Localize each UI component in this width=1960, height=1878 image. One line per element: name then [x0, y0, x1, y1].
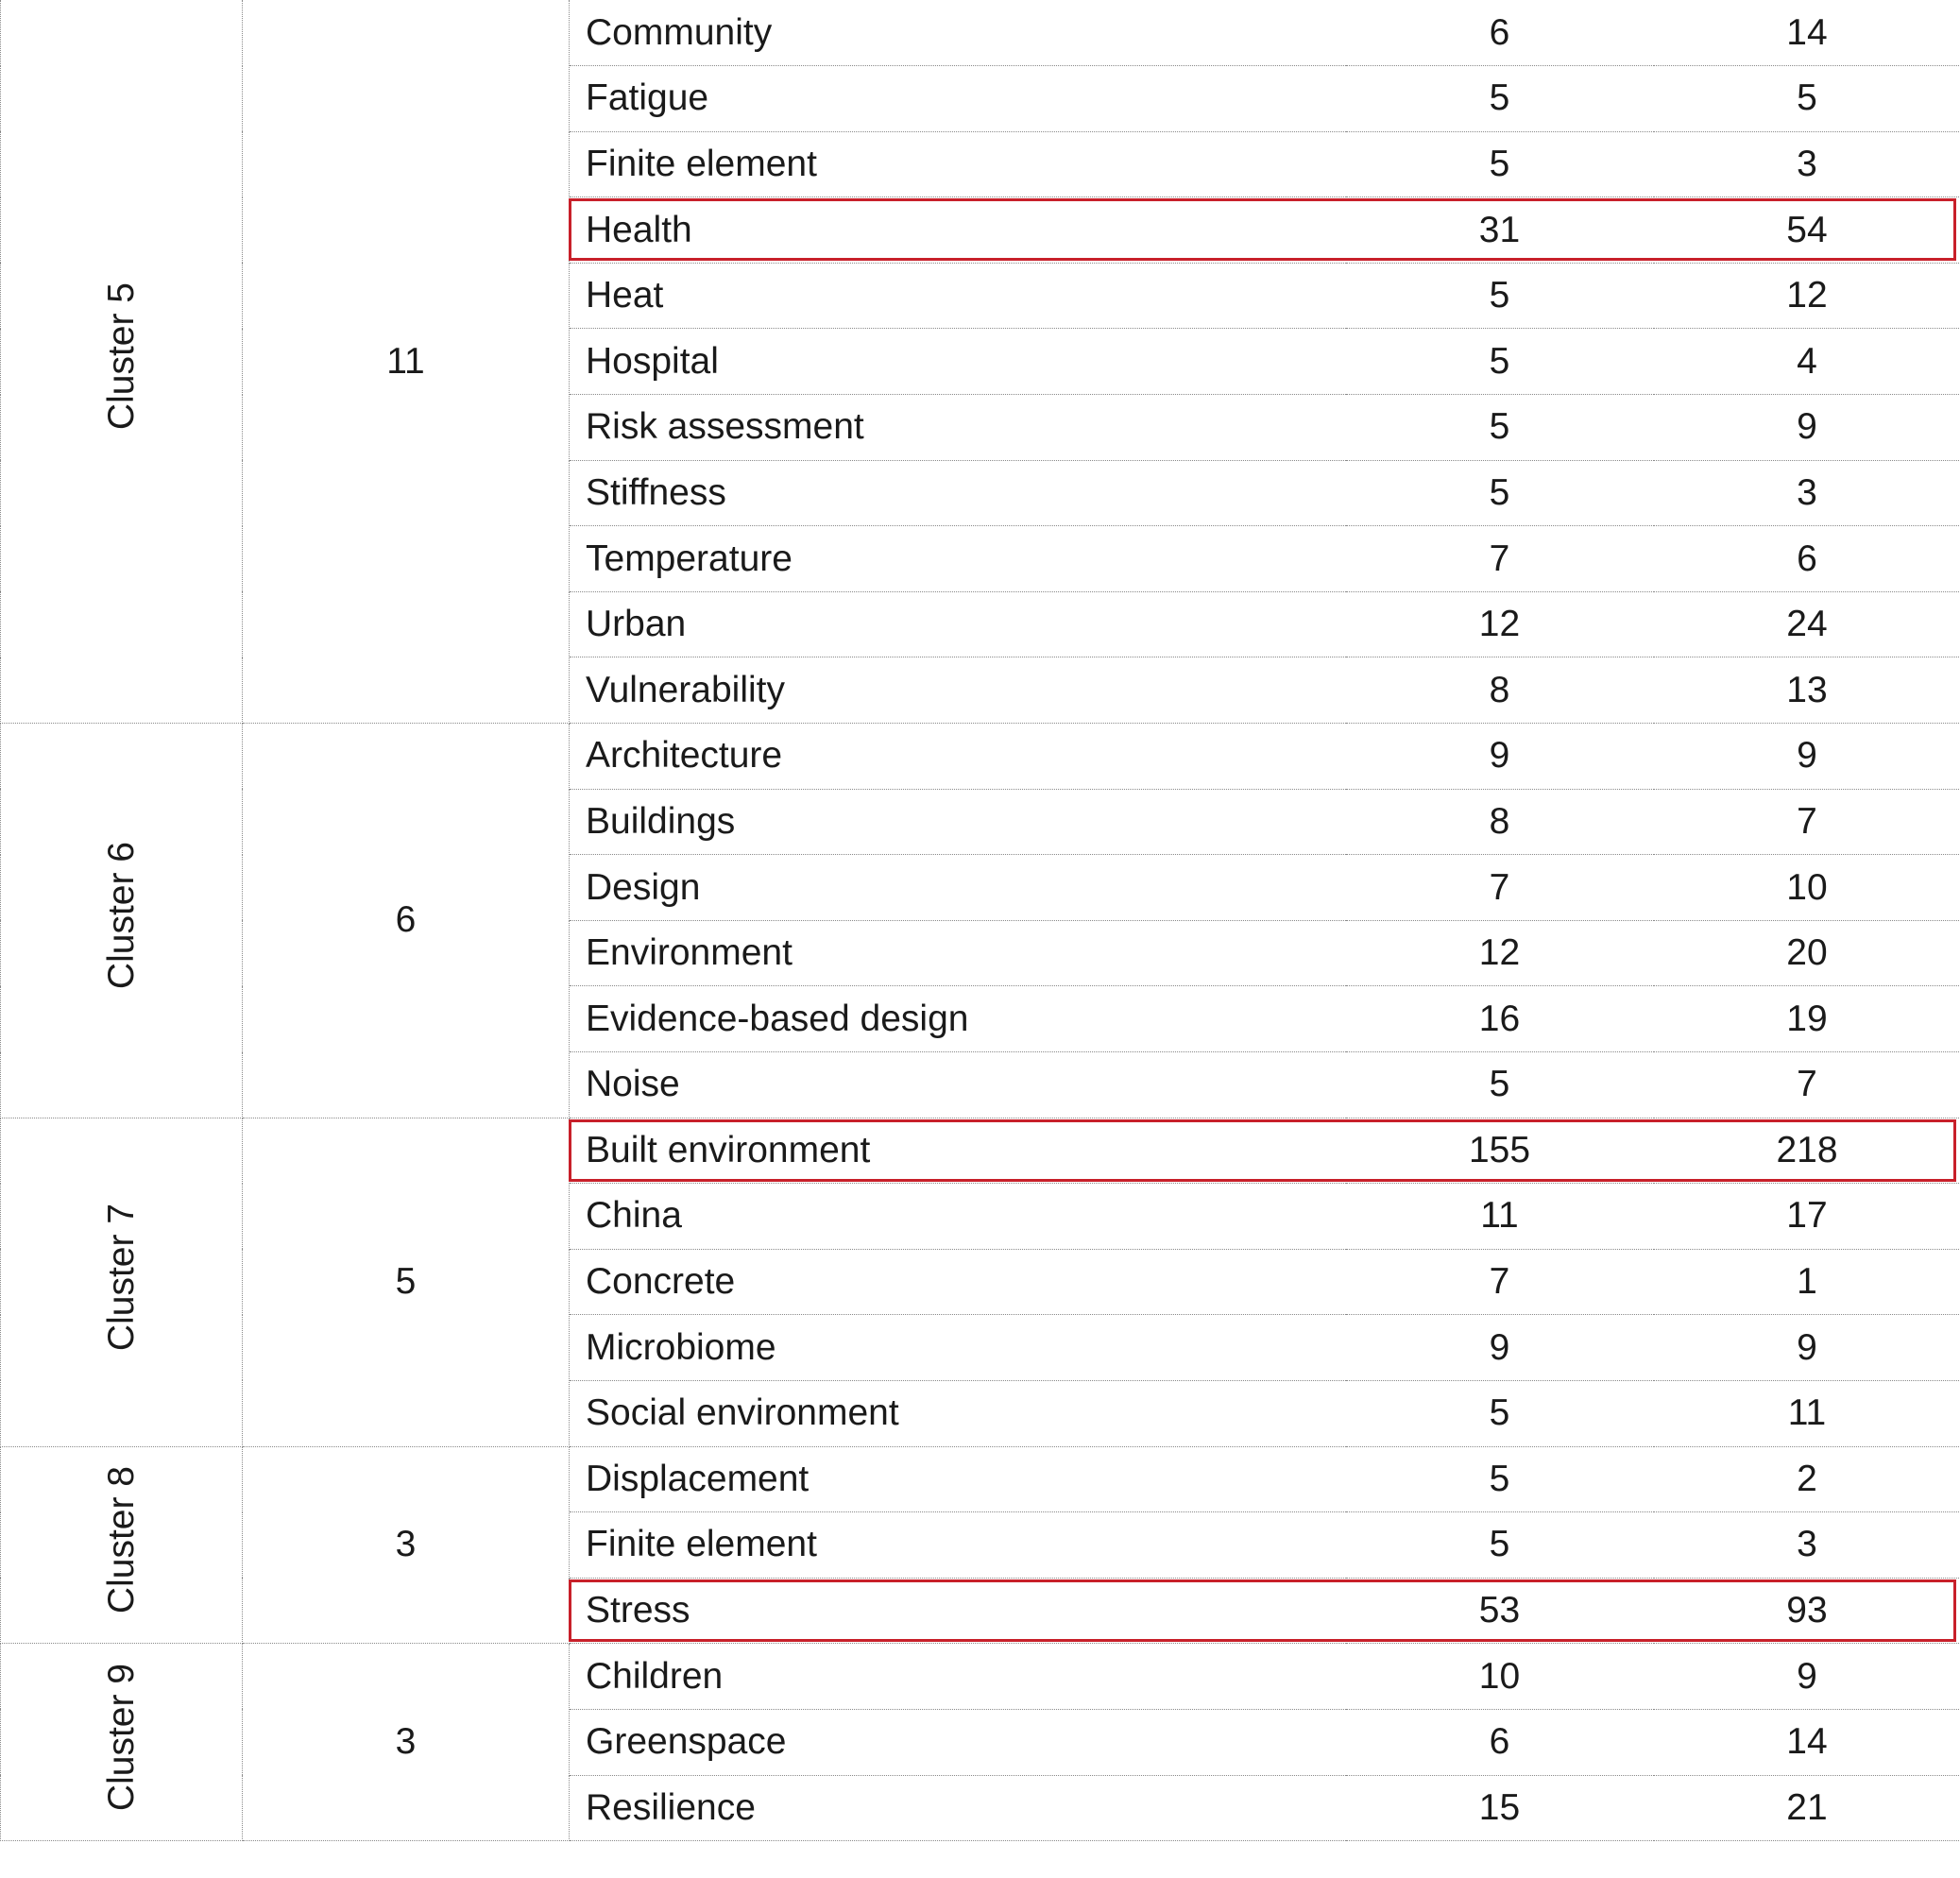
- cluster-label: Cluster 9: [101, 1664, 142, 1812]
- value-cell-2: 12: [1654, 263, 1960, 329]
- value-cell-2: 3: [1654, 460, 1960, 526]
- value-cell-2: 19: [1654, 986, 1960, 1052]
- keyword-cell: Vulnerability: [570, 657, 1346, 724]
- value-cell-2: 93: [1654, 1578, 1960, 1644]
- keyword-cell: Stress: [570, 1578, 1346, 1644]
- keyword-cell: Community: [570, 0, 1346, 66]
- value-cell-1: 12: [1346, 591, 1654, 657]
- value-cell-1: 5: [1346, 395, 1654, 461]
- cluster-label: Cluster 6: [101, 842, 142, 990]
- keyword-cell: Stiffness: [570, 460, 1346, 526]
- keyword-cell: Concrete: [570, 1249, 1346, 1315]
- value-cell-1: 12: [1346, 920, 1654, 986]
- cluster-keyword-count: 3: [243, 1446, 570, 1644]
- value-cell-1: 5: [1346, 1446, 1654, 1512]
- keyword-cell: Noise: [570, 1052, 1346, 1118]
- value-cell-1: 7: [1346, 1249, 1654, 1315]
- keyword-cell: Risk assessment: [570, 395, 1346, 461]
- table-body: [1, 0, 1960, 1841]
- keyword-cell: Urban: [570, 591, 1346, 657]
- cluster-label-cell: [1, 1118, 243, 1446]
- value-cell-1: 155: [1346, 1118, 1654, 1184]
- keyword-cell: Heat: [570, 263, 1346, 329]
- value-cell-2: 9: [1654, 1315, 1960, 1381]
- table-row: [1, 724, 1960, 790]
- keyword-cell: Fatigue: [570, 66, 1346, 132]
- cluster-label: Cluster 5: [101, 282, 142, 431]
- value-cell-1: 5: [1346, 66, 1654, 132]
- value-cell-1: 31: [1346, 197, 1654, 264]
- keyword-cell: Displacement: [570, 1446, 1346, 1512]
- keyword-cell: Buildings: [570, 789, 1346, 855]
- value-cell-2: 17: [1654, 1184, 1960, 1250]
- value-cell-2: 14: [1654, 0, 1960, 66]
- value-cell-2: 9: [1654, 724, 1960, 790]
- keyword-cell: Built environment: [570, 1118, 1346, 1184]
- value-cell-1: 5: [1346, 1052, 1654, 1118]
- value-cell-1: 10: [1346, 1644, 1654, 1710]
- value-cell-1: 7: [1346, 855, 1654, 921]
- cluster-keyword-count: 6: [243, 724, 570, 1118]
- value-cell-2: 218: [1654, 1118, 1960, 1184]
- cluster-label: Cluster 8: [101, 1466, 142, 1614]
- value-cell-2: 24: [1654, 591, 1960, 657]
- value-cell-2: 6: [1654, 526, 1960, 592]
- table-row: [1, 1446, 1960, 1512]
- keyword-cell: Finite element: [570, 131, 1346, 197]
- value-cell-1: 5: [1346, 1380, 1654, 1446]
- value-cell-1: 9: [1346, 724, 1654, 790]
- keyword-cell: Finite element: [570, 1512, 1346, 1579]
- table-row: [1, 1118, 1960, 1184]
- value-cell-1: 53: [1346, 1578, 1654, 1644]
- value-cell-2: 3: [1654, 131, 1960, 197]
- value-cell-2: 21: [1654, 1775, 1960, 1841]
- value-cell-1: 5: [1346, 263, 1654, 329]
- value-cell-2: 9: [1654, 1644, 1960, 1710]
- keyword-cell: Architecture: [570, 724, 1346, 790]
- value-cell-2: 7: [1654, 789, 1960, 855]
- value-cell-2: 54: [1654, 197, 1960, 264]
- value-cell-2: 2: [1654, 1446, 1960, 1512]
- value-cell-2: 11: [1654, 1380, 1960, 1446]
- keyword-cell: Temperature: [570, 526, 1346, 592]
- value-cell-2: 3: [1654, 1512, 1960, 1579]
- value-cell-1: 9: [1346, 1315, 1654, 1381]
- keyword-cell: Children: [570, 1644, 1346, 1710]
- cluster-keyword-count: 11: [243, 0, 570, 724]
- keyword-cell: Environment: [570, 920, 1346, 986]
- table-row: [1, 0, 1960, 66]
- value-cell-1: 5: [1346, 329, 1654, 395]
- table-row: [1, 1644, 1960, 1710]
- value-cell-1: 5: [1346, 1512, 1654, 1579]
- cluster-label: Cluster 7: [101, 1204, 142, 1352]
- keyword-cell: Evidence-based design: [570, 986, 1346, 1052]
- cluster-label-cell: [1, 1446, 243, 1644]
- value-cell-2: 10: [1654, 855, 1960, 921]
- keyword-cell: Resilience: [570, 1775, 1346, 1841]
- cluster-keyword-count: 3: [243, 1644, 570, 1841]
- value-cell-1: 15: [1346, 1775, 1654, 1841]
- keyword-cell: China: [570, 1184, 1346, 1250]
- value-cell-1: 5: [1346, 460, 1654, 526]
- keyword-cell: Social environment: [570, 1380, 1346, 1446]
- value-cell-2: 20: [1654, 920, 1960, 986]
- value-cell-1: 11: [1346, 1184, 1654, 1250]
- value-cell-2: 13: [1654, 657, 1960, 724]
- keyword-cell: Greenspace: [570, 1709, 1346, 1775]
- cluster-label-cell: [1, 1644, 243, 1841]
- value-cell-1: 5: [1346, 131, 1654, 197]
- keyword-cell: Health: [570, 197, 1346, 264]
- keyword-cell: Microbiome: [570, 1315, 1346, 1381]
- cluster-keyword-count: 5: [243, 1118, 570, 1446]
- value-cell-1: 6: [1346, 1709, 1654, 1775]
- keyword-cell: Design: [570, 855, 1346, 921]
- value-cell-1: 7: [1346, 526, 1654, 592]
- value-cell-2: 5: [1654, 66, 1960, 132]
- value-cell-2: 7: [1654, 1052, 1960, 1118]
- value-cell-1: 8: [1346, 789, 1654, 855]
- cluster-label-cell: [1, 724, 243, 1118]
- cluster-label-cell: [1, 0, 243, 724]
- value-cell-2: 9: [1654, 395, 1960, 461]
- value-cell-2: 1: [1654, 1249, 1960, 1315]
- value-cell-1: 16: [1346, 986, 1654, 1052]
- value-cell-1: 8: [1346, 657, 1654, 724]
- value-cell-2: 14: [1654, 1709, 1960, 1775]
- value-cell-2: 4: [1654, 329, 1960, 395]
- keyword-cell: Hospital: [570, 329, 1346, 395]
- value-cell-1: 6: [1346, 0, 1654, 66]
